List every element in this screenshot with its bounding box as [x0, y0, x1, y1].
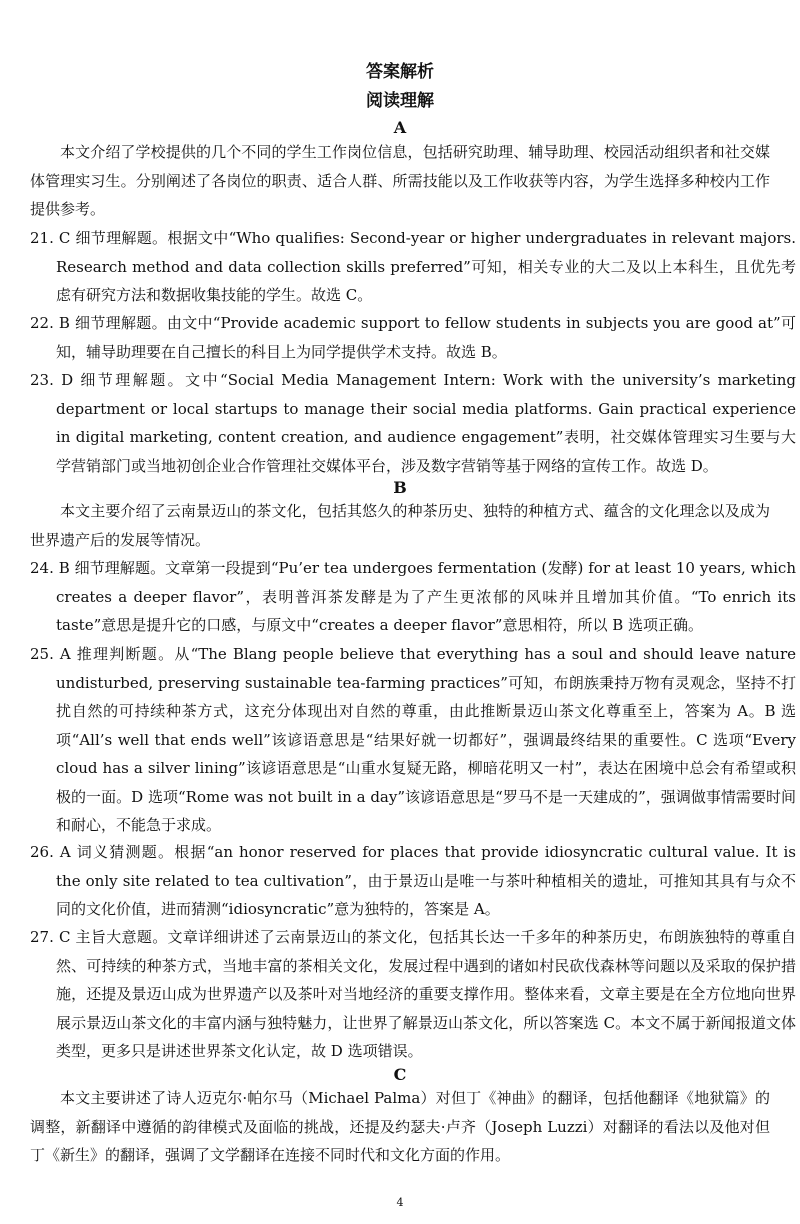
answer-24: 24. B 细节理解题。文章第一段提到“Pu’er tea undergoes fermentation (发酵) for at least 10 years, which creates a deeper flavor”，表明普洱茶发酵是为了产生更浓郁的风味并且增加其价值。“To enrich its taste”意思是提升它的口感，与原文中“creates a deeper flavor”意思相符，所以 B 选项正确。 — [30, 559, 796, 634]
answer-26: 26. A 词义猜测题。根据“an honor reserved for places that provide idiosyncratic cultural value. It is the only site related to tea cultivation”，由于景迈山是唯一与茶叶种植相关的遗址，可推知其具有与众不同的文化价值，进而猜测“idiosyncratic”意为独特的，答案是 A。 — [30, 843, 796, 918]
page-title: 答案解析 — [366, 62, 434, 82]
page-subtitle: 阅读理解 — [366, 91, 434, 111]
answer-21: 21. C 细节理解题。根据文中“Who qualifies: Second-year or higher undergraduates in relevant majors. Research method and data collection skills preferred”可知，相关专业的大二及以上本科生，且优先考虑有研究方法和数据收集技能的学生。故选 C。 — [30, 229, 796, 304]
section-b-label: B — [393, 478, 407, 497]
answer-22: 22. B 细节理解题。由文中“Provide academic support to fellow students in subjects you are good at”可知，辅导助理要在自己擅长的科目上为同学提供学术支持。故选 B。 — [30, 314, 796, 361]
section-a-intro: 本文介绍了学校提供的几个不同的学生工作岗位信息，包括研究助理、辅导助理、校园活动组织者和社交媒体管理实习生。分别阐述了各岗位的职责、适合人群、所需技能以及工作收获等内容，为学生选择多种校内工作提供参考。 — [30, 143, 770, 218]
answer-27: 27. C 主旨大意题。文章详细讲述了云南景迈山的茶文化，包括其长达一千多年的种茶历史，布朗族独特的尊重自然、可持续的种茶方式，当地丰富的茶相关文化，发展过程中遇到的诸如村民砍伐森林等问题以及采取的保护措施，还提及景迈山成为世界遗产以及茶叶对当地经济的重要支撑作用。整体来看，文章主要是在全方位地向世界展示景迈山茶文化的丰富内涵与独特魅力，让世界了解景迈山茶文化，所以答案选 C。本文不属于新闻报道文体类型，更多只是讲述世界茶文化认定，故 D 选项错误。 — [30, 928, 796, 1060]
section-c-label: C — [393, 1065, 407, 1084]
section-b-intro: 本文主要介绍了云南景迈山的茶文化，包括其悠久的种茶历史、独特的种植方式、蕴含的文化理念以及成为世界遗产后的发展等情况。 — [30, 502, 770, 549]
section-a-label: A — [393, 118, 407, 137]
section-c-intro: 本文主要讲述了诗人迈克尔·帕尔马（Michael Palma）对但丁《神曲》的翻译，包括他翻译《地狱篇》的调整，新翻译中遵循的韵律模式及面临的挑战，还提及约瑟夫·卢齐（Joseph Luzzi）对翻译的看法以及他对但丁《新生》的翻译，强调了文学翻译在连接不同时代和文化方面的作用。 — [30, 1089, 770, 1164]
answer-23: 23. D 细节理解题。文中“Social Media Management Intern: Work with the university’s marketing department or local startups to manage their social media platforms. Gain practical experience in digital marketing, content creation, and audience engagement”表明，社交媒体管理实习生要与大学营销部门或当地初创企业合作管理社交媒体平台，涉及数字营销等基于网络的宣传工作。故选 D。 — [30, 371, 796, 475]
page-number: 4 — [396, 1196, 404, 1209]
answer-25: 25. A 推理判断题。从“The Blang people believe that everything has a soul and should leave nature undisturbed, preserving sustainable tea-farming practices”可知，布朗族秉持万物有灵观念，坚持不打扰自然的可持续种茶方式，这充分体现出对自然的尊重，由此推断景迈山茶文化尊重至上，答案为 A。B 选项“All’s well that ends well”该谚语意思是“结果好就一切都好”，强调最终结果的重要性。C 选项“Every cloud has a silver lining”该谚语意思是“山重水复疑无路，柳暗花明又一村”，表达在困境中总会有希望或积极的一面。D 选项“Rome was not built in a day”该谚语意思是“罗马不是一天建成的”，强调做事情需要时间和耐心，不能急于求成。 — [30, 645, 796, 834]
